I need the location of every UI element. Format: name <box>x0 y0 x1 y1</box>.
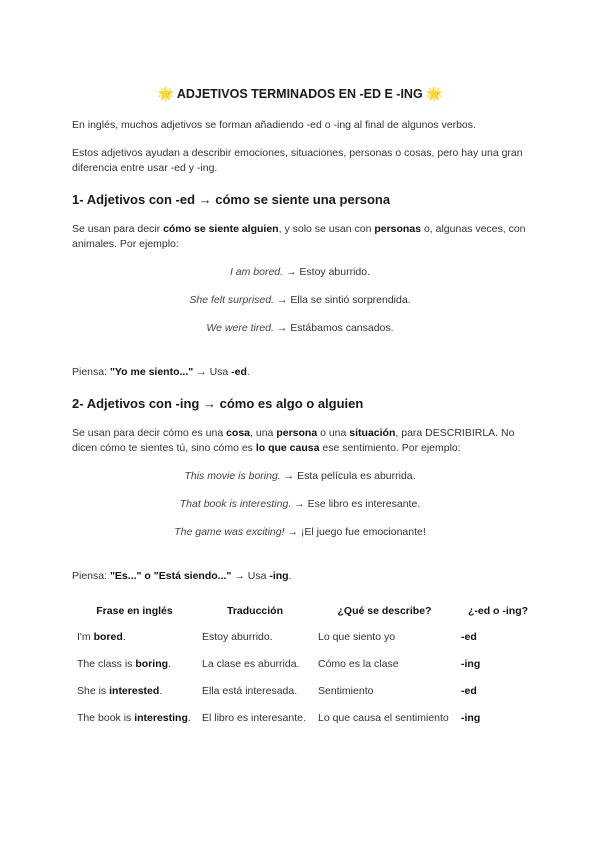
column-header: Frase en inglés <box>96 605 173 617</box>
cell-translation: La clase es aburrida. <box>202 658 300 670</box>
table-row <box>72 678 540 705</box>
section-2-heading: 2- Adjetivos con -ing → cómo es algo o alguien <box>72 396 364 411</box>
column-header: ¿Qué se describe? <box>337 605 432 617</box>
section-1-tip: Piensa: "Yo me siento..." → Usa -ed. <box>72 366 250 378</box>
section-1-paragraph: Se usan para decir cómo se siente alguien, y solo se usan con personas o, algunas veces, con animales. Por ejemplo: <box>72 223 526 250</box>
page-title <box>0 86 600 102</box>
cell-suffix: -ing <box>461 658 481 670</box>
cell-phrase: I'm bored. <box>77 631 126 643</box>
table-row <box>72 651 540 678</box>
cell-translation: El libro es interesante. <box>202 712 306 724</box>
cell-translation: Ella está interesada. <box>202 685 298 697</box>
example-line: That book is interesting. → Ese libro es interesante. <box>179 498 421 510</box>
example-line: The game was exciting! → ¡El juego fue emocionante! <box>174 526 426 538</box>
summary-table <box>72 598 540 732</box>
star-icon: 🌟 <box>157 86 174 101</box>
cell-description: Lo que causa el sentimiento <box>318 712 449 724</box>
star-icon: 🌟 <box>426 86 443 101</box>
cell-translation: Estoy aburrido. <box>202 631 273 643</box>
example-line: This movie is boring. → Esta película es aburrida. <box>184 470 416 482</box>
intro-paragraph-2: Estos adjetivos ayudan a describir emociones, situaciones, personas o cosas, pero hay una gran diferencia entre usar -ed y -ing. <box>72 147 523 174</box>
cell-suffix: -ed <box>461 631 477 643</box>
title-text: ADJETIVOS TERMINADOS EN -ED E -ING <box>176 87 423 101</box>
example-line: We were tired. → Estábamos cansados. <box>206 322 394 334</box>
cell-phrase: The book is interesting. <box>77 712 191 724</box>
intro-paragraph-1: En inglés, muchos adjetivos se forman añadiendo -ed o -ing al final de algunos verbos. <box>72 119 476 131</box>
example-line: I am bored. → Estoy aburrido. <box>229 266 371 278</box>
cell-phrase: The class is boring. <box>77 658 171 670</box>
section-1-heading: 1- Adjetivos con -ed → cómo se siente una persona <box>72 192 391 207</box>
section-2-paragraph: Se usan para decir cómo es una cosa, una persona o una situación, para DESCRIBIRLA. No dicen cómo te sientes tú, sino cómo es lo que causa ese sentimiento. Por ejemplo: <box>72 427 515 454</box>
cell-suffix: -ed <box>461 685 477 697</box>
cell-phrase: She is interested. <box>77 685 163 697</box>
cell-suffix: -ing <box>461 712 481 724</box>
table-row <box>72 624 540 651</box>
column-header: ¿-ed o -ing? <box>467 605 529 617</box>
cell-description: Lo que siento yo <box>318 631 396 643</box>
table-row <box>72 705 540 732</box>
example-line: She felt surprised. → Ella se sintió sorprendida. <box>189 294 411 306</box>
column-header: Traducción <box>226 605 283 617</box>
cell-description: Sentimiento <box>318 685 374 697</box>
section-2-tip: Piensa: "Es..." o "Está siendo..." → Usa -ing. <box>72 570 292 582</box>
cell-description: Cómo es la clase <box>318 658 399 670</box>
table-header-row <box>72 598 540 624</box>
